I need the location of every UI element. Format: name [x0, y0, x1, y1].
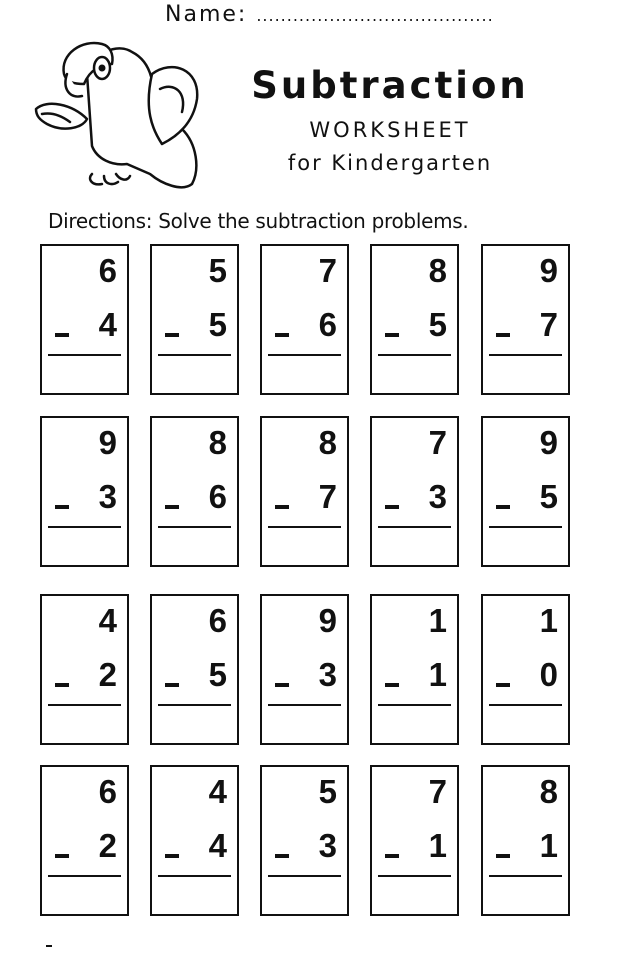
answer-line[interactable] — [48, 875, 121, 877]
minus-sign — [165, 505, 179, 509]
subtrahend: 0 — [539, 656, 558, 693]
subtrahend: 5 — [428, 306, 447, 343]
minus-sign — [385, 505, 399, 509]
minus-sign — [55, 683, 69, 687]
problem-card — [40, 594, 129, 745]
minuend: 4 — [98, 602, 117, 639]
minuend: 6 — [208, 602, 227, 639]
minus-sign — [496, 505, 510, 509]
subtrahend: 3 — [318, 656, 337, 693]
answer-line[interactable] — [489, 704, 562, 706]
minus-sign — [165, 333, 179, 337]
minuend: 8 — [428, 252, 447, 289]
answer-line[interactable] — [268, 704, 341, 706]
answer-line[interactable] — [489, 526, 562, 528]
answer-line[interactable] — [268, 526, 341, 528]
minus-sign — [275, 505, 289, 509]
problem-card — [150, 416, 239, 567]
problem-card — [481, 765, 570, 916]
minus-sign — [165, 854, 179, 858]
subtrahend: 2 — [98, 827, 117, 864]
minuend: 8 — [539, 773, 558, 810]
problem-card — [481, 244, 570, 395]
subtrahend: 6 — [318, 306, 337, 343]
minuend: 8 — [208, 424, 227, 461]
problem-card — [40, 765, 129, 916]
name-label: Name: — [165, 2, 248, 27]
minus-sign — [385, 333, 399, 337]
worksheet-audience: for Kindergarten — [287, 151, 493, 175]
subtrahend: 1 — [539, 827, 558, 864]
problem-card — [260, 244, 349, 395]
parrot-icon — [32, 34, 207, 194]
answer-line[interactable] — [378, 526, 451, 528]
worksheet-subtitle: WORKSHEET — [309, 118, 471, 142]
name-dots: ....................................... — [256, 6, 494, 25]
minus-sign — [165, 683, 179, 687]
answer-line[interactable] — [378, 875, 451, 877]
answer-line[interactable] — [489, 354, 562, 356]
answer-line[interactable] — [378, 354, 451, 356]
minuend: 4 — [208, 773, 227, 810]
answer-line[interactable] — [268, 354, 341, 356]
minuend: 7 — [428, 424, 447, 461]
problem-card — [370, 594, 459, 745]
minus-sign — [55, 505, 69, 509]
subtrahend: 5 — [208, 656, 227, 693]
problem-card — [260, 765, 349, 916]
subtrahend: 1 — [428, 656, 447, 693]
problem-card — [150, 594, 239, 745]
minus-sign — [275, 333, 289, 337]
minus-sign — [385, 683, 399, 687]
problem-card — [260, 416, 349, 567]
answer-line[interactable] — [48, 526, 121, 528]
problem-card — [481, 594, 570, 745]
answer-line[interactable] — [48, 354, 121, 356]
subtrahend: 7 — [539, 306, 558, 343]
problem-card — [40, 416, 129, 567]
answer-line[interactable] — [158, 875, 231, 877]
problem-card — [370, 765, 459, 916]
worksheet-title: Subtraction — [251, 64, 529, 107]
answer-line[interactable] — [158, 354, 231, 356]
problem-card — [150, 244, 239, 395]
minus-sign — [496, 333, 510, 337]
answer-line[interactable] — [158, 526, 231, 528]
minuend: 1 — [428, 602, 447, 639]
answer-line[interactable] — [378, 704, 451, 706]
minus-sign — [275, 854, 289, 858]
minuend: 7 — [428, 773, 447, 810]
directions: Directions: Solve the subtraction problems. — [48, 209, 469, 233]
answer-line[interactable] — [48, 704, 121, 706]
minuend: 6 — [98, 773, 117, 810]
problem-card — [370, 244, 459, 395]
minuend: 9 — [318, 602, 337, 639]
subtrahend: 5 — [208, 306, 227, 343]
subtrahend: 2 — [98, 656, 117, 693]
answer-line[interactable] — [158, 704, 231, 706]
footer-mark — [46, 945, 52, 947]
minuend: 5 — [208, 252, 227, 289]
subtrahend: 3 — [318, 827, 337, 864]
minuend: 1 — [539, 602, 558, 639]
minus-sign — [496, 683, 510, 687]
subtrahend: 4 — [98, 306, 117, 343]
minuend: 5 — [318, 773, 337, 810]
minus-sign — [55, 333, 69, 337]
minuend: 9 — [539, 424, 558, 461]
problem-card — [150, 765, 239, 916]
answer-line[interactable] — [489, 875, 562, 877]
minuend: 9 — [98, 424, 117, 461]
minuend: 8 — [318, 424, 337, 461]
subtrahend: 5 — [539, 478, 558, 515]
subtrahend: 3 — [428, 478, 447, 515]
problem-card — [40, 244, 129, 395]
minuend: 6 — [98, 252, 117, 289]
minus-sign — [275, 683, 289, 687]
minus-sign — [496, 854, 510, 858]
problem-card — [481, 416, 570, 567]
answer-line[interactable] — [268, 875, 341, 877]
subtrahend: 4 — [208, 827, 227, 864]
subtrahend: 3 — [98, 478, 117, 515]
subtrahend: 7 — [318, 478, 337, 515]
minuend: 7 — [318, 252, 337, 289]
minus-sign — [385, 854, 399, 858]
problem-card — [370, 416, 459, 567]
problem-card — [260, 594, 349, 745]
subtrahend: 6 — [208, 478, 227, 515]
minuend: 9 — [539, 252, 558, 289]
minus-sign — [55, 854, 69, 858]
name-line — [165, 2, 494, 27]
subtrahend: 1 — [428, 827, 447, 864]
